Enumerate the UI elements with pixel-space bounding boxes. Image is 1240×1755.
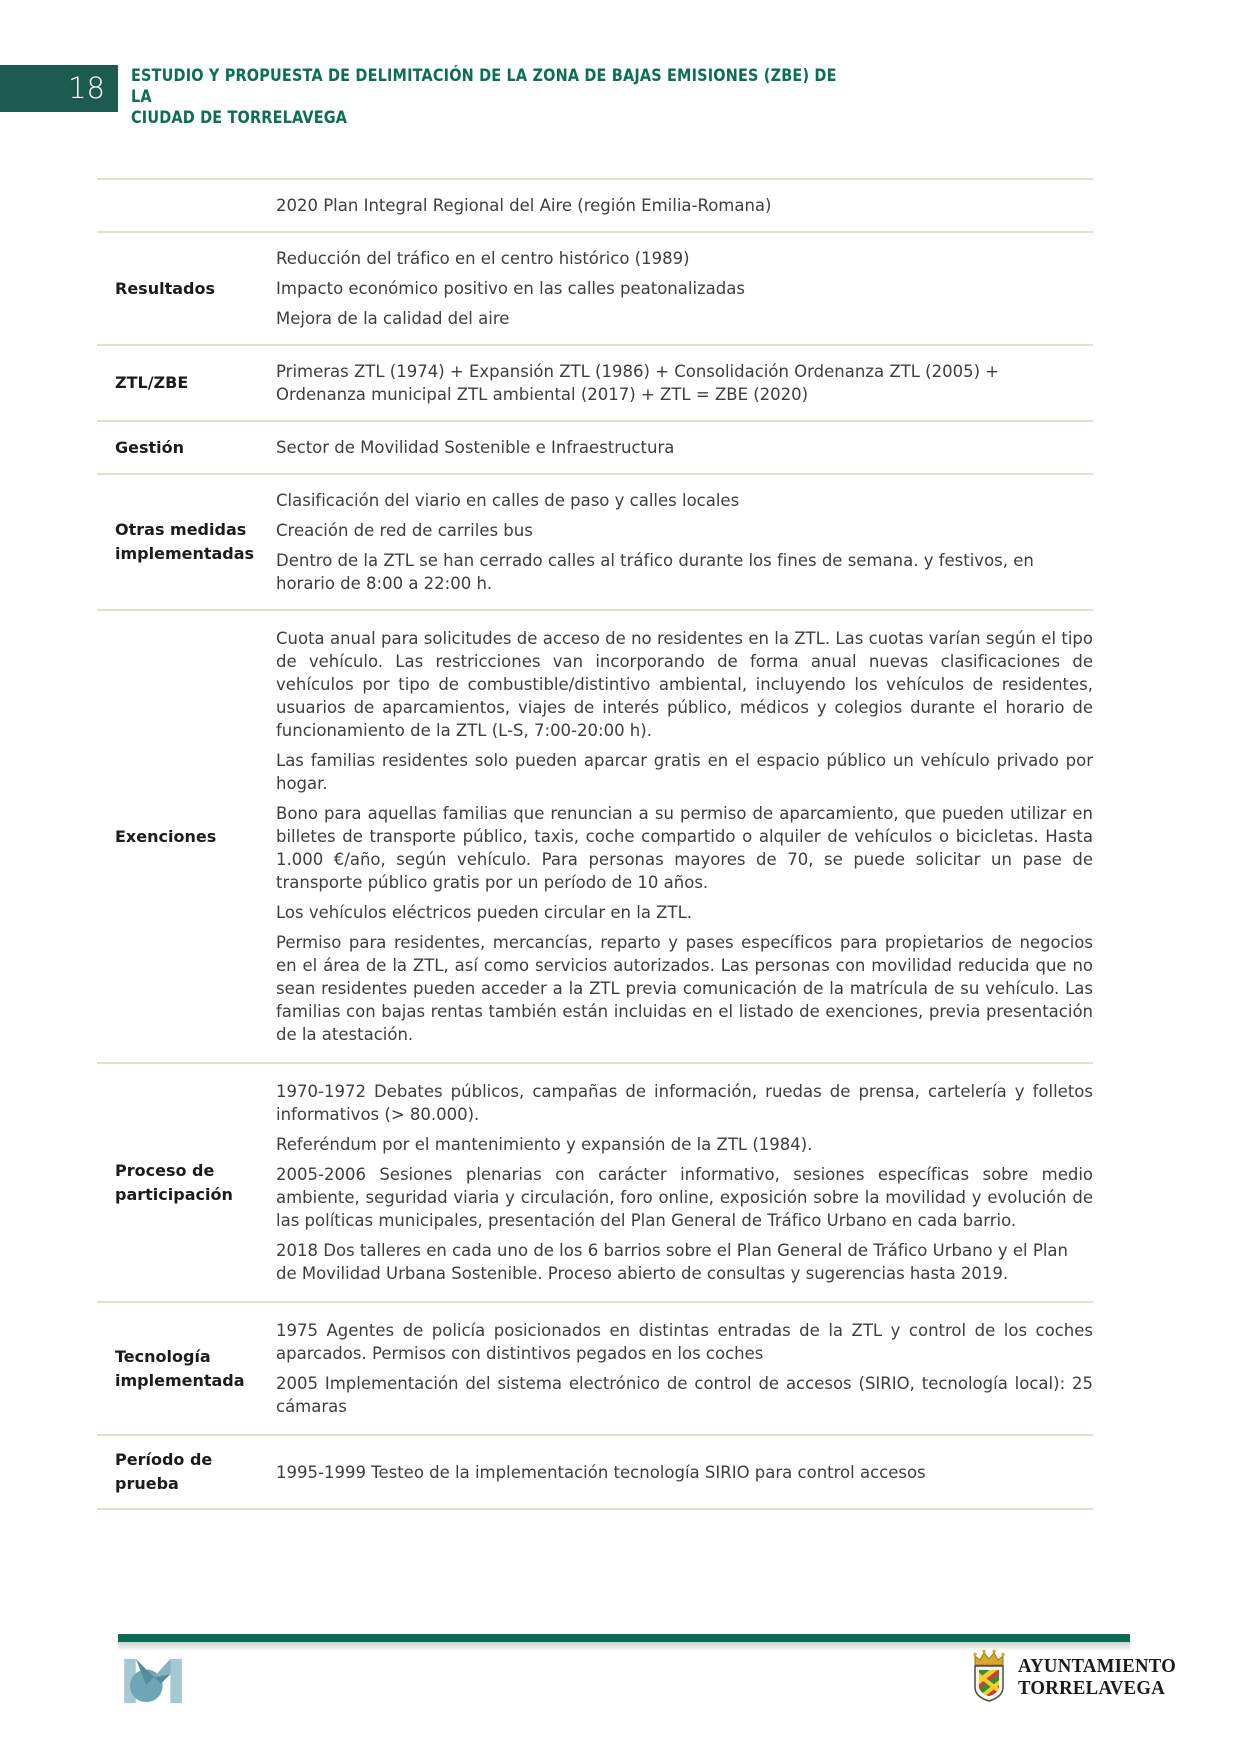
row-paragraph: 2005-2006 Sesiones plenarias con carácter informativo, sesiones específicas sobre medio ambiente, seguridad viaria y circulación, foro online, exposición sobre la movilidad y evolución de las políticas municipales, presentación del Plan General de Tráfico Urbano en cada barrio. <box>276 1165 1093 1230</box>
row-label: Gestión <box>115 437 185 457</box>
org-name-line2: TORRELAVEGA <box>1018 1678 1166 1699</box>
row-paragraph: Bono para aquellas familias que renuncian a su permiso de aparcamiento, que pueden utilizar en billetes de transporte público, taxis, coche compartido o alquiler de vehículos o bicicletas. Hasta 1.000 €/año, según vehículo. Para personas mayores de 70, se puede solicitar un pase de transporte público gratis por un período de 10 años. <box>276 804 1093 892</box>
coat-of-arms-icon <box>966 1646 1012 1708</box>
page-title <box>131 66 862 129</box>
row-content <box>276 485 1093 599</box>
table-row <box>97 178 1093 231</box>
row-paragraph: Cuota anual para solicitudes de acceso de no residentes en la ZTL. Las cuotas varían según el tipo de vehículo. Las restricciones van incorporando de forma anual nuevas clasificaciones de vehículos por tipo de combustible/distintivo ambiental, incluyendo los vehículos de residentes, usuarios de aparcamientos, viajes de interés público, médicos y colegios durante el horario de funcionamiento de la ZTL (L-S, 7:00-20:00 h). <box>276 629 1093 740</box>
page-number-box <box>0 65 118 112</box>
row-label: Proceso de participación <box>115 1160 233 1204</box>
page-number: 18 <box>68 71 105 105</box>
row-label: Resultados <box>115 278 215 298</box>
row-content <box>276 356 1093 410</box>
table-row <box>97 473 1093 609</box>
row-paragraph: 1975 Agentes de policía posicionados en distintas entradas de la ZTL y control de los coches aparcados. Permisos con distintivos pegados en los coches <box>276 1321 1093 1363</box>
row-paragraph: Las familias residentes solo pueden aparcar gratis en el espacio público un vehículo privado por hogar. <box>276 751 1093 793</box>
row-paragraph: Creación de red de carriles bus <box>276 521 533 540</box>
page-title-line1: ESTUDIO Y PROPUESTA DE DELIMITACIÓN DE LA ZONA DE BAJAS EMISIONES (ZBE) DE LA <box>131 66 837 107</box>
row-paragraph: Los vehículos eléctricos pueden circular en la ZTL. <box>276 903 693 922</box>
row-paragraph: Reducción del tráfico en el centro histórico (1989) <box>276 249 690 268</box>
table-row <box>97 344 1093 420</box>
row-content <box>276 623 1093 1050</box>
row-paragraph: Mejora de la calidad del aire <box>276 309 510 328</box>
row-paragraph: 2018 Dos talleres en cada uno de los 6 barrios sobre el Plan General de Tráfico Urbano y el Plan de Movilidad Urbana Sostenible. Proceso abierto de consultas y sugerencias hasta 2019. <box>276 1241 1068 1283</box>
row-label: ZTL/ZBE <box>115 373 189 392</box>
ayuntamiento-logo <box>966 1646 1183 1708</box>
table-row <box>97 420 1093 473</box>
row-paragraph: Primeras ZTL (1974) + Expansión ZTL (1986) + Consolidación Ordenanza ZTL (2005) + Ordenanza municipal ZTL ambiental (2017) + ZTL = ZBE (2020) <box>276 362 1000 404</box>
row-paragraph: Dentro de la ZTL se han cerrado calles al tráfico durante los fines de semana. y festivos, en horario de 8:00 a 22:00 h. <box>276 551 1034 593</box>
row-label: Otras medidas implementadas <box>115 520 255 563</box>
row-label: Exenciones <box>115 826 217 846</box>
table-row <box>97 609 1093 1062</box>
row-paragraph: 2005 Implementación del sistema electrónico de control de accesos (SIRIO, tecnología local): 25 cámaras <box>276 1374 1093 1416</box>
table-row <box>97 1434 1093 1508</box>
row-label: Período de prueba <box>115 1450 213 1493</box>
row-paragraph: 1970-1972 Debates públicos, campañas de información, ruedas de prensa, cartelería y folletos informativos (> 80.000). <box>276 1082 1093 1124</box>
row-paragraph: Permiso para residentes, mercancías, reparto y pases específicos para propietarios de negocios en el área de la ZTL, así como servicios autorizados. Las personas con movilidad reducida que no sean residentes pueden acceder a la ZTL previa comunicación de la matrícula de su vehículo. Las familias con bajas rentas también están incluidas en el listado de exenciones, previa presentación de la atestación. <box>276 933 1093 1044</box>
row-paragraph: 1995-1999 Testeo de la implementación tecnología SIRIO para control accesos <box>276 1462 926 1482</box>
org-name-line1: AYUNTAMIENTO <box>1018 1656 1177 1677</box>
row-content <box>276 1076 1093 1289</box>
table-row <box>97 231 1093 344</box>
footer-divider-bar <box>118 1634 1130 1642</box>
table-row <box>97 1062 1093 1301</box>
row-paragraph: Clasificación del viario en calles de paso y calles locales <box>276 491 740 510</box>
page-title-line2: CIUDAD DE TORRELAVEGA <box>131 108 348 128</box>
row-paragraph: Sector de Movilidad Sostenible e Infraestructura <box>276 438 675 457</box>
row-paragraph: Referéndum por el mantenimiento y expansión de la ZTL (1984). <box>276 1135 813 1154</box>
row-content <box>276 190 1093 221</box>
info-table <box>97 178 1093 1510</box>
row-content <box>276 1315 1093 1422</box>
table-row <box>97 1301 1093 1434</box>
row-content <box>276 1457 1093 1488</box>
m-monogram-icon <box>123 1656 185 1706</box>
row-content <box>276 432 1093 463</box>
row-paragraph: Impacto económico positivo en las calles peatonalizadas <box>276 279 745 298</box>
org-name <box>1018 1656 1176 1700</box>
row-label: Tecnología implementada <box>115 1346 245 1390</box>
row-content <box>276 243 1093 334</box>
row-paragraph: 2020 Plan Integral Regional del Aire (región Emilia-Romana) <box>276 196 772 215</box>
publisher-logo <box>123 1656 185 1710</box>
